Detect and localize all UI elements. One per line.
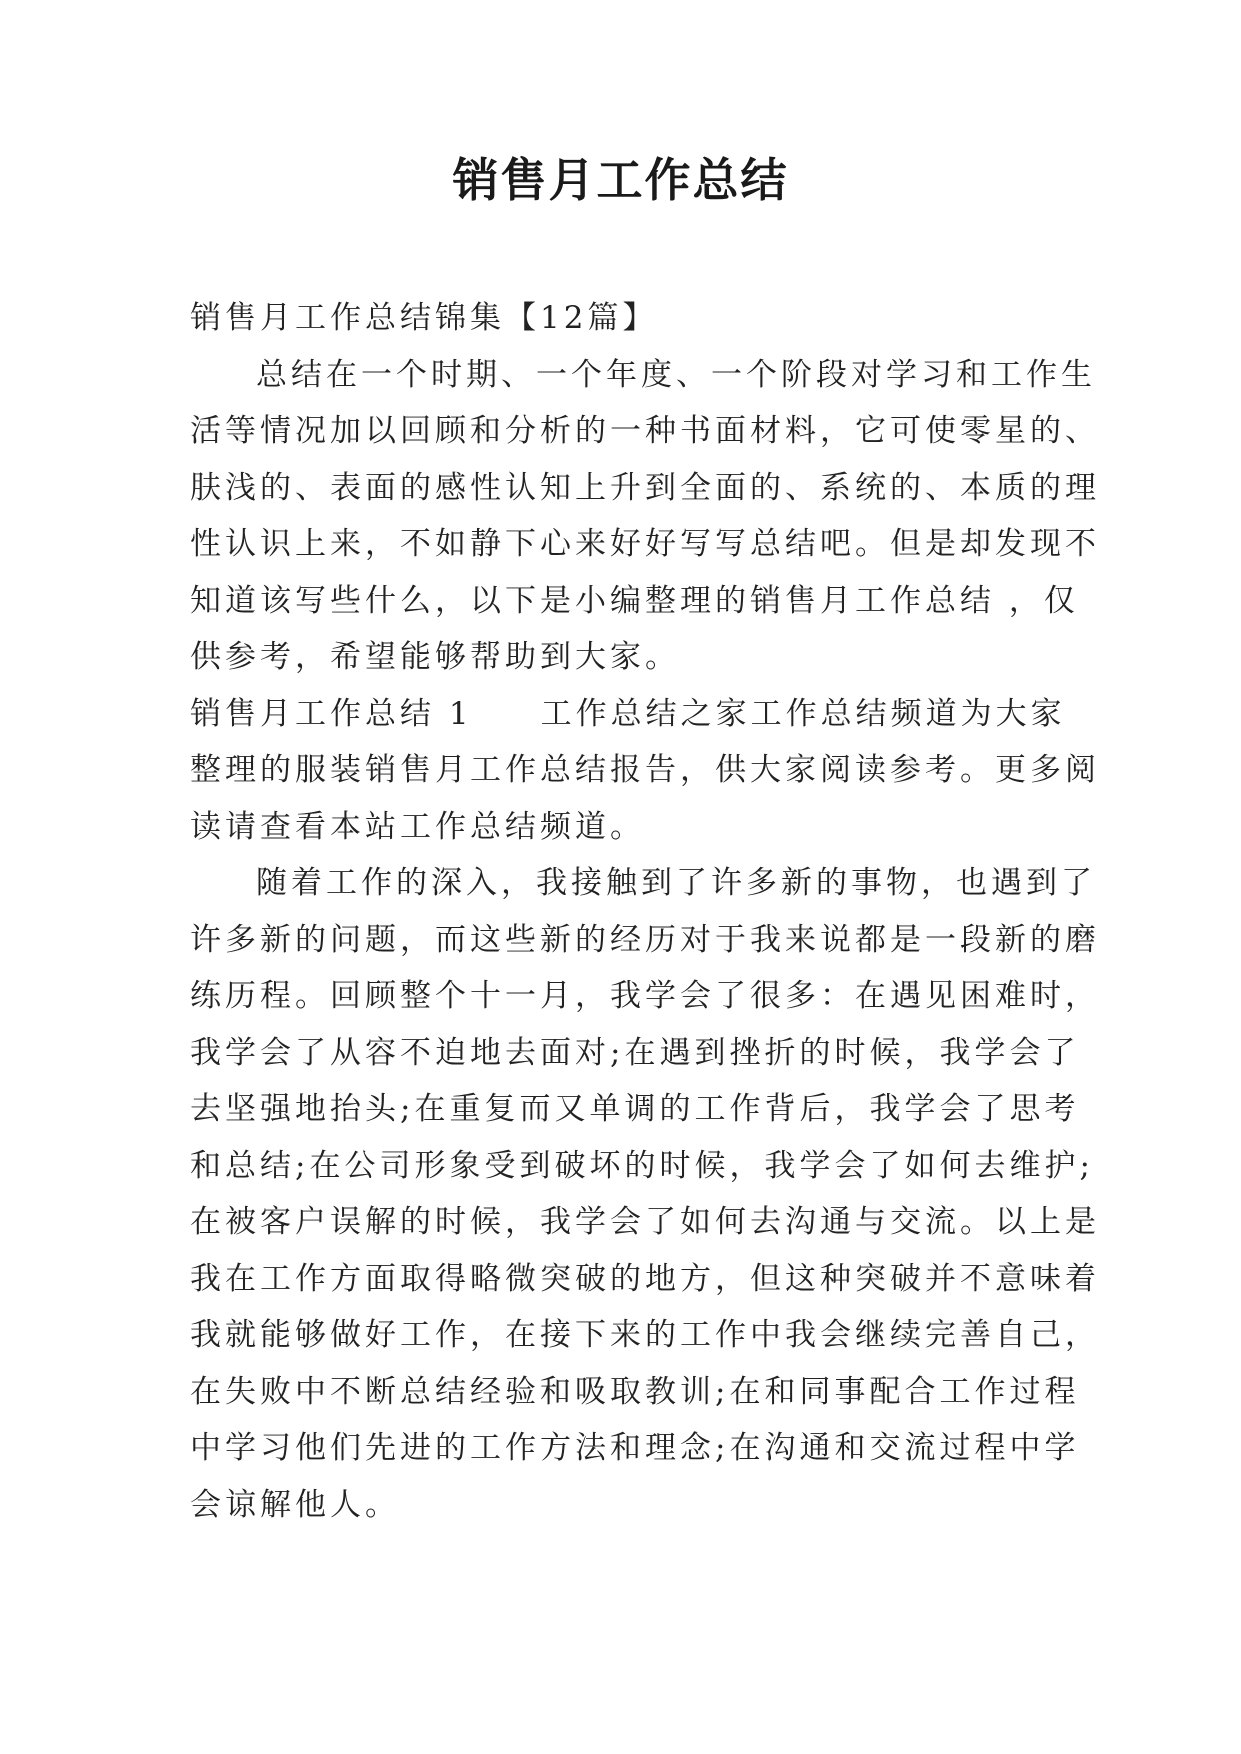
- section-1-first-line: [190, 686, 1066, 743]
- paragraph-2-line: 会谅解他人。: [190, 1486, 400, 1523]
- paragraph-2-line: 练历程。回顾整个十一月，我学会了很多：在遇见困难时，: [190, 978, 1100, 1014]
- paragraph-2-line: 许多新的问题，而这些新的经历对于我来说都是一段新的磨: [190, 921, 1100, 958]
- paragraph-2-line: 在被客户误解的时候，我学会了如何去沟通与交流。以上是: [190, 1204, 1100, 1240]
- document-title: 销售月工作总结: [452, 153, 789, 207]
- paragraph-2-line: 我就能够做好工作，在接下来的工作中我会继续完善自己，: [190, 1317, 1100, 1353]
- section-1-line: 整理的服装销售月工作总结报告，供大家阅读参考。更多阅: [190, 752, 1100, 788]
- section-1-line: 读请查看本站工作总结频道。: [190, 808, 645, 845]
- section-1-text: 工作总结之家工作总结频道为大家: [540, 695, 1066, 732]
- intro-line: 活等情况加以回顾和分析的一种书面材料，它可使零星的、: [190, 413, 1100, 449]
- intro-line: 供参考，希望能够帮助到大家。: [190, 639, 680, 675]
- document-body: [190, 290, 1100, 1533]
- intro-line: 知道该写些什么，以下是小编整理的销售月工作总结 ，仅: [190, 582, 1079, 619]
- paragraph-2-line: 中学习他们先进的工作方法和理念;在沟通和交流过程中学: [190, 1430, 1080, 1466]
- document-subtitle: 销售月工作总结锦集【12篇】: [190, 300, 658, 336]
- intro-line: 总结在一个时期、一个年度、一个阶段对学习和工作生: [256, 356, 1096, 393]
- intro-line: 性认识上来，不如静下心来好好写写总结吧。但是却发现不: [190, 526, 1100, 562]
- paragraph-2-line: 在失败中不断总结经验和吸取教训;在和同事配合工作过程: [190, 1373, 1080, 1410]
- paragraph-2-line: 和总结;在公司形象受到破坏的时候，我学会了如何去维护;: [190, 1147, 1094, 1184]
- paragraph-2-line: 随着工作的深入，我接触到了许多新的事物，也遇到了: [256, 865, 1096, 901]
- paragraph-2-line: 我在工作方面取得略微突破的地方，但这种突破并不意味着: [190, 1260, 1100, 1297]
- intro-line: 肤浅的、表面的感性认知上升到全面的、系统的、本质的理: [190, 469, 1100, 506]
- paragraph-2-line: 我学会了从容不迫地去面对;在遇到挫折的时候，我学会了: [190, 1034, 1080, 1071]
- section-1-heading: 销售月工作总结 1: [190, 695, 473, 732]
- paragraph-2-line: 去坚强地抬头;在重复而又单调的工作背后，我学会了思考: [190, 1091, 1080, 1127]
